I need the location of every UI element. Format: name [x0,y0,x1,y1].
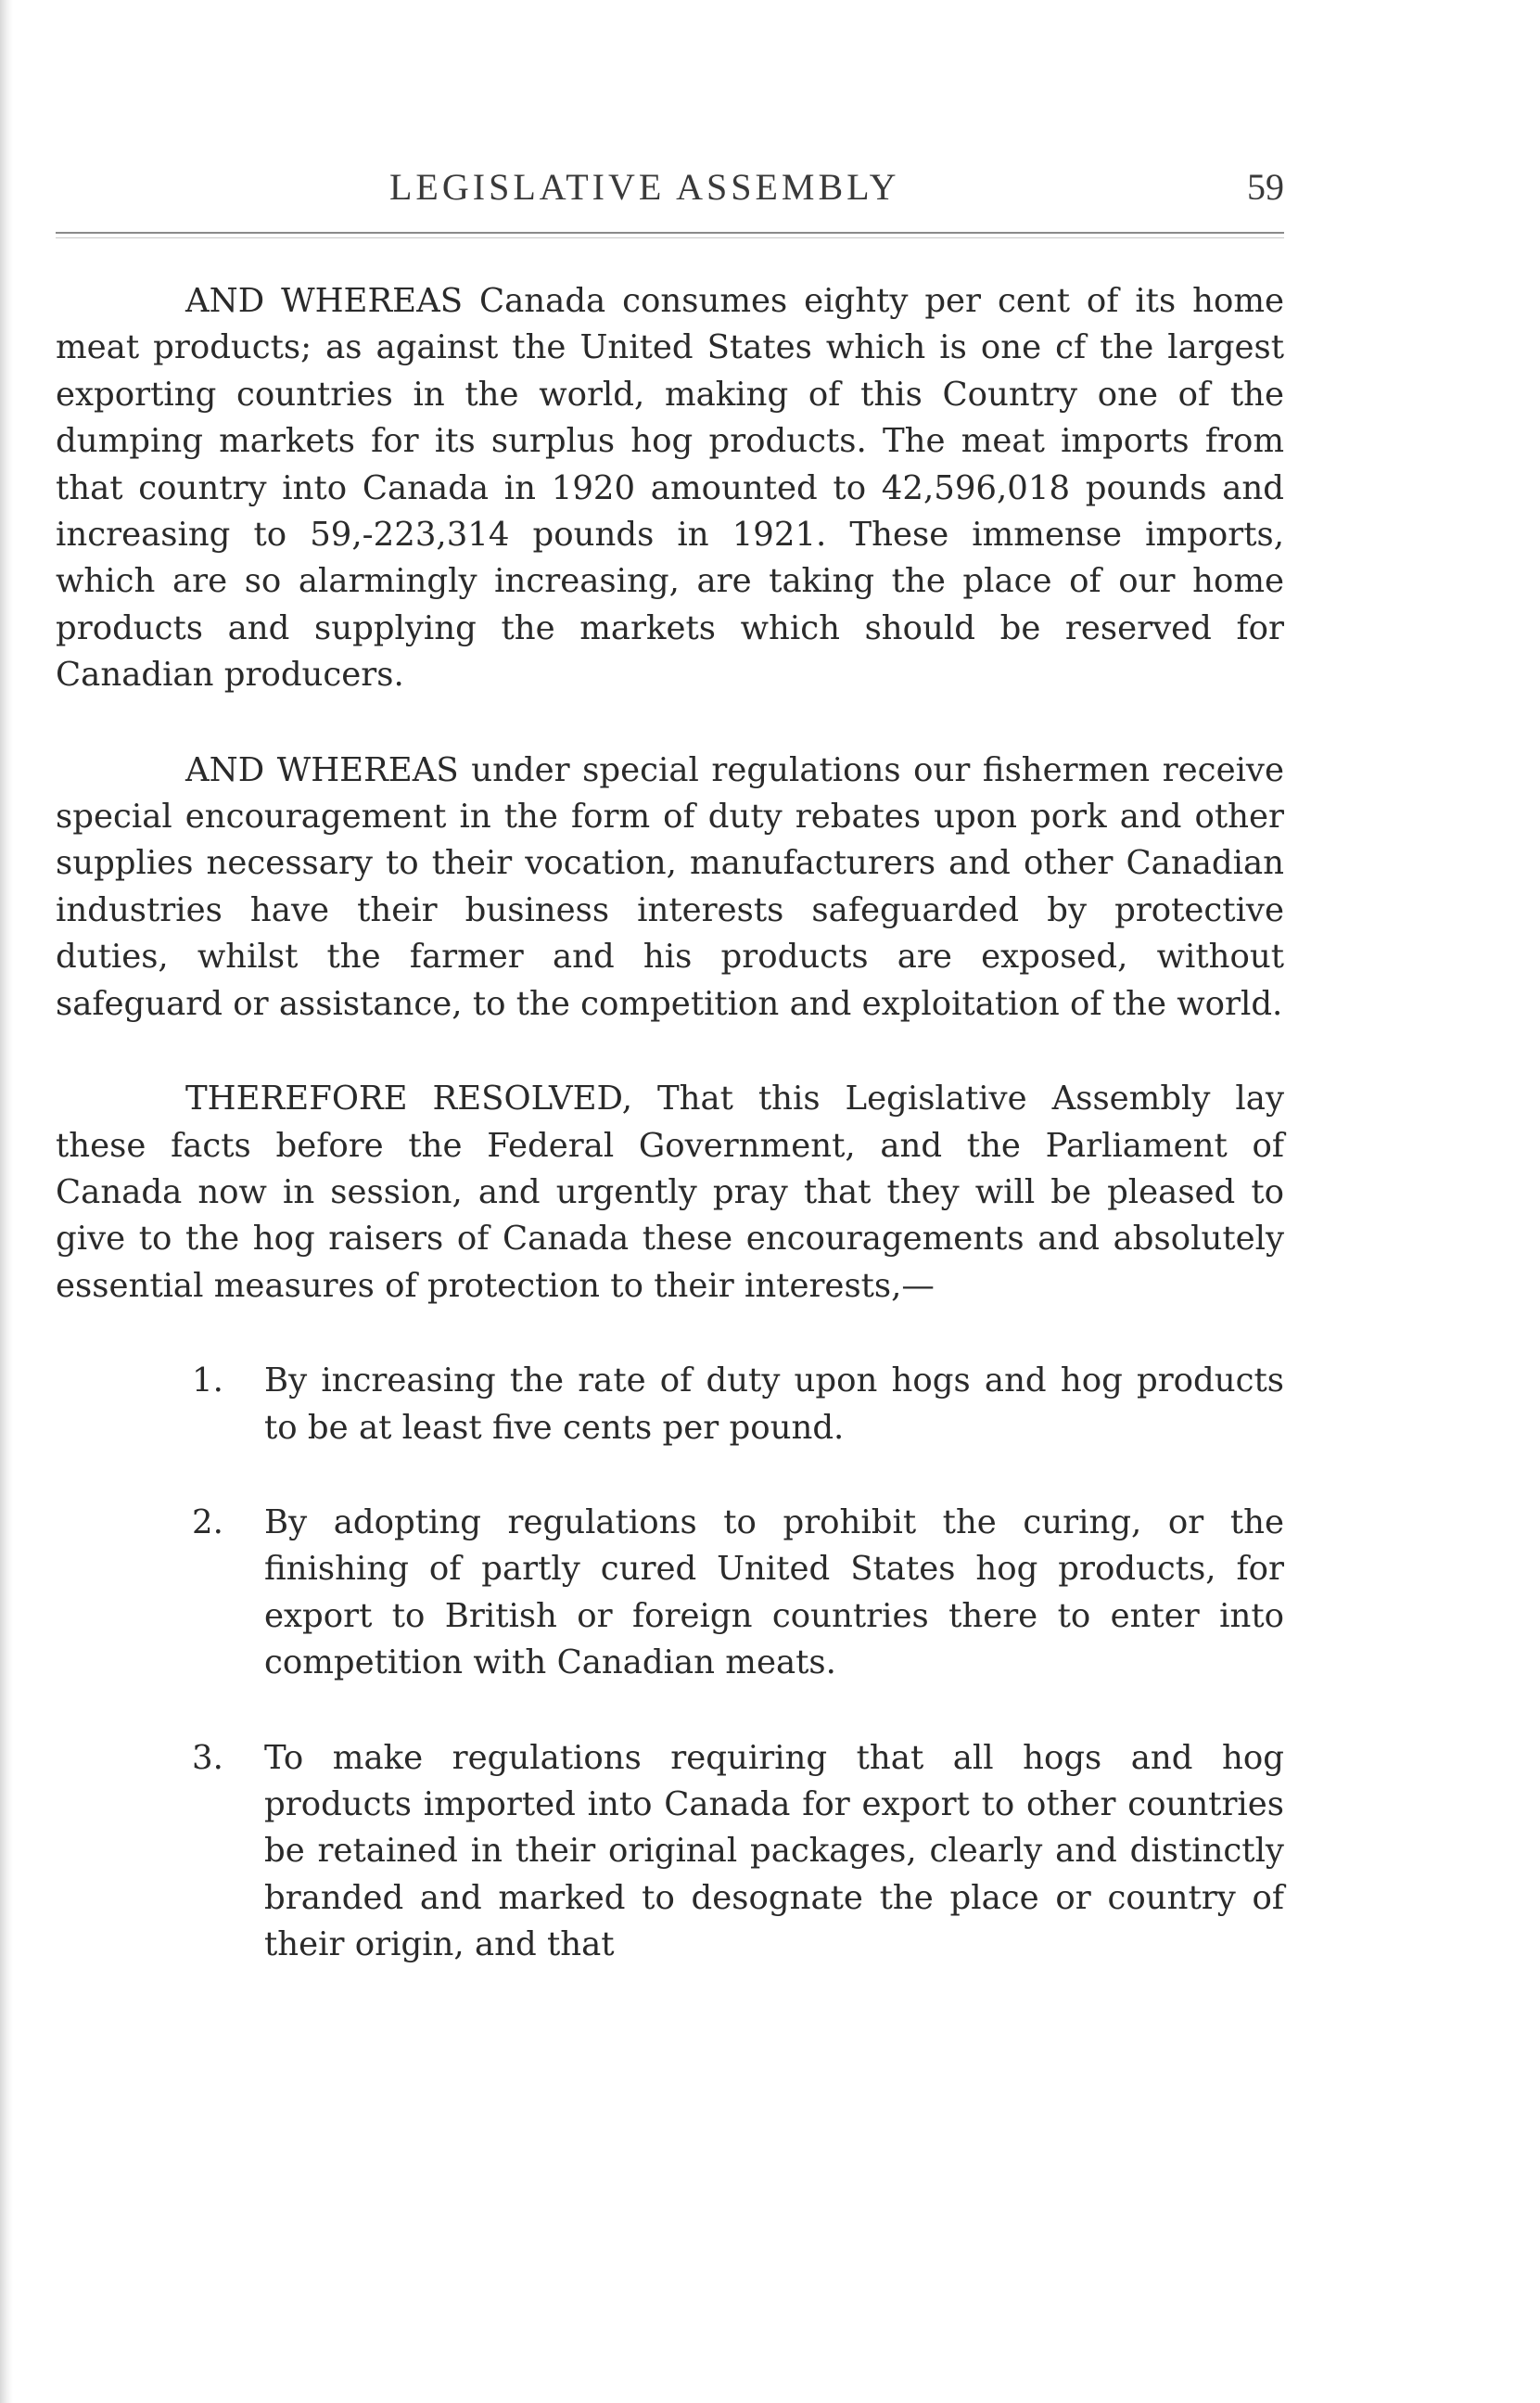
header-title: LEGISLATIVE ASSEMBLY [389,166,900,208]
list-item [56,1735,1284,1969]
list-item-number: 3. [192,1738,223,1777]
list-item [56,1358,1284,1451]
list-item-number: 1. [192,1361,223,1400]
list-item [56,1500,1284,1687]
list-item-text: By increasing the rate of duty upon hogs and hog products to be at least five cents per pound. [264,1361,1284,1447]
list-item-text: To make regulations requiring that all hogs and hog products imported into Canada for export to other countries be retained in their original packages, clearly and distinctly branded and marked to desognate the place or country of their origin, and that [264,1738,1284,1964]
page-number: 59 [1247,166,1284,208]
resolution-list [56,1358,1284,1968]
document-body [56,278,1284,1969]
list-item-number: 2. [192,1502,223,1541]
page-edge-shadow [0,0,13,2403]
header-rule [56,232,1284,234]
running-header [56,165,1284,211]
paragraph-whereas-meat-imports: AND WHEREAS Canada consumes eighty per cent of its home meat products; as against the United States which is one cf the largest exporting countries in the world, making of this Country one of the dumping markets for its surplus hog products. The meat imports from that country into Canada in 1920 amounted to 42,596,018 pounds and increasing to 59,-223,314 pounds in 1921. These immense imports, which are so alarmingly increasing, are taking the place of our home products and supplying the markets which should be reserved for Canadian producers. [56,282,1284,695]
header-rule-secondary [56,237,1284,238]
paragraph-therefore-resolved: THEREFORE RESOLVED, That this Legislative Assembly lay these facts before the Federal Government, and the Parliament of Canada now in session, and urgently pray that they will be pleased to give to the hog raisers of Canada these encouragements and absolutely essential measures of protection to their interests,— [56,1080,1284,1305]
paragraph-whereas-fishermen: AND WHEREAS under special regulations our fishermen receive special encouragement in the form of duty rebates upon pork and other supplies necessary to their vocation, manufacturers and other Canadian industries have their business interests safeguarded by protective duties, whilst the farmer and his products are exposed, without safeguard or assistance, to the competition and exploitation of the world. [56,750,1284,1023]
list-item-text: By adopting regulations to prohibit the curing, or the finishing of partly cured United States hog products, for export to British or foreign countries there to enter into competition with Canadian meats. [264,1502,1284,1682]
